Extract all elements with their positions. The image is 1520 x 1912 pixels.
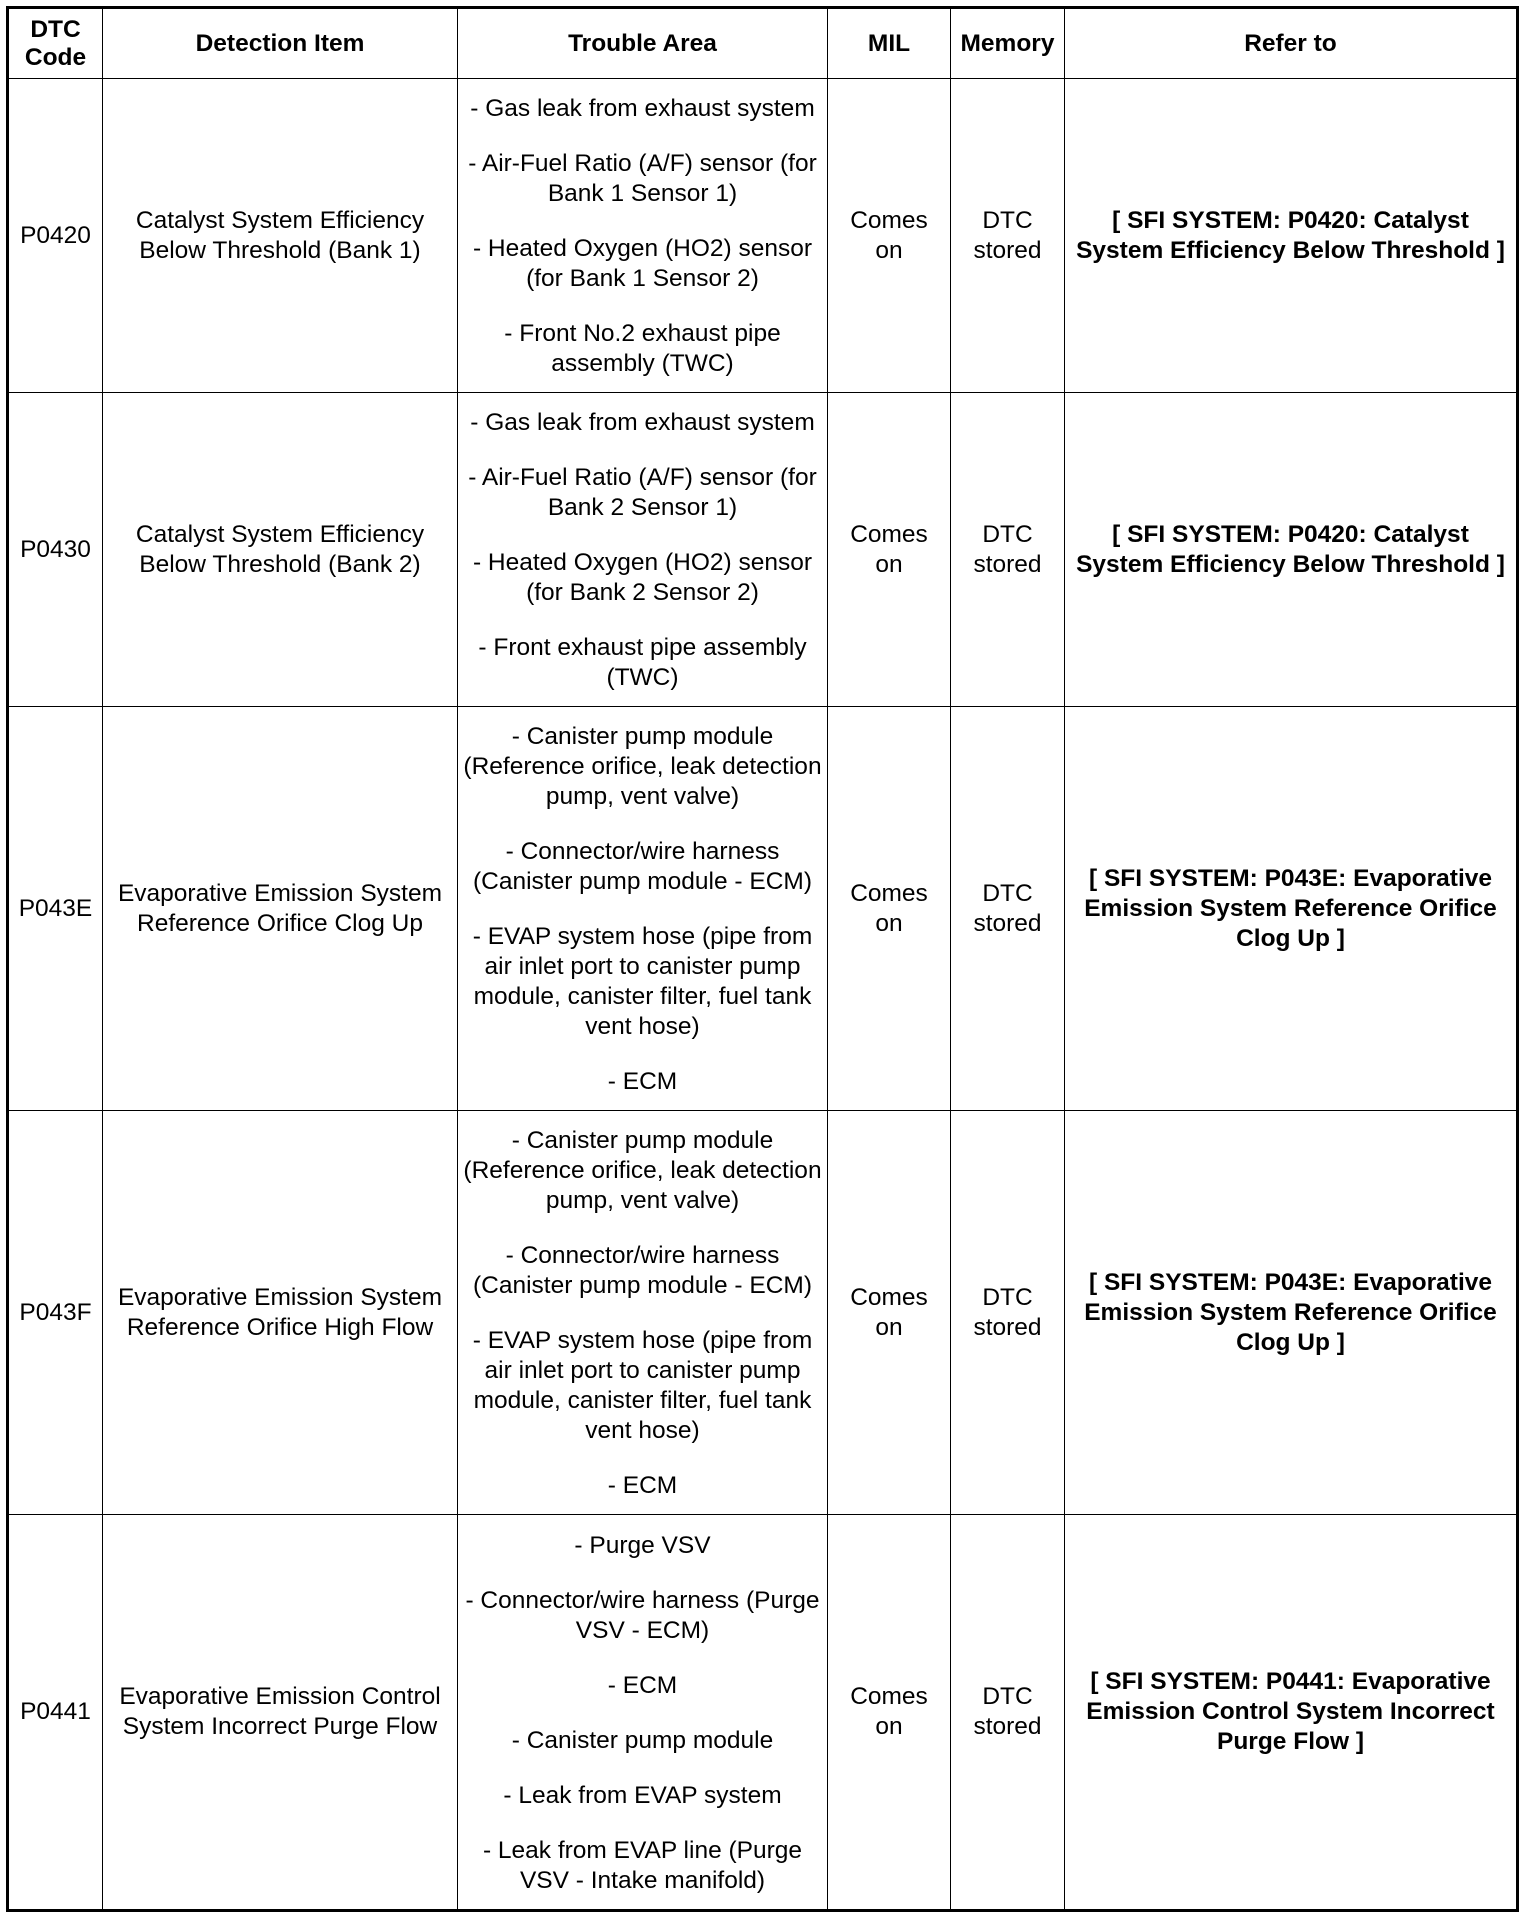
table-row (8, 707, 1518, 1111)
trouble-area (458, 79, 828, 393)
memory-status: DTC stored (951, 1515, 1065, 1911)
trouble-area-item: - Air-Fuel Ratio (A/F) sensor (for Bank 2 Sensor 1) (468, 464, 817, 521)
trouble-area-item: - Canister pump module (511, 1726, 774, 1754)
trouble-area-item: - Front No.2 exhaust pipe assembly (TWC) (504, 320, 781, 377)
trouble-area-item: - ECM (607, 1472, 678, 1499)
header-mil: MIL (828, 8, 951, 79)
trouble-area-item: - Heated Oxygen (HO2) sensor (for Bank 2 Sensor 2) (472, 549, 813, 606)
header-detection-item: Detection Item (103, 8, 458, 79)
trouble-area-item: - Gas leak from exhaust system (470, 95, 815, 122)
trouble-area (458, 1515, 828, 1911)
header-trouble-area: Trouble Area (458, 8, 828, 79)
header-row (8, 8, 1518, 79)
trouble-area-item: - EVAP system hose (pipe from air inlet port to canister pump module, canister filter, fuel tank vent hose) (472, 923, 813, 1040)
trouble-area-item: - ECM (607, 1068, 678, 1095)
header-refer-to: Refer to (1065, 8, 1518, 79)
mil-status: Comes on (828, 393, 951, 707)
refer-to-link[interactable]: [ SFI SYSTEM: P043E: Evaporative Emission System Reference Orifice Clog Up ] (1065, 1111, 1518, 1515)
detection-item: Evaporative Emission System Reference Orifice High Flow (103, 1111, 458, 1515)
dtc-code: P0420 (8, 79, 103, 393)
detection-item: Catalyst System Efficiency Below Threshold (Bank 1) (103, 79, 458, 393)
refer-to-link[interactable]: [ SFI SYSTEM: P0420: Catalyst System Efficiency Below Threshold ] (1065, 393, 1518, 707)
mil-status: Comes on (828, 1111, 951, 1515)
trouble-area-item: - Air-Fuel Ratio (A/F) sensor (for Bank 1 Sensor 1) (468, 150, 817, 207)
memory-status: DTC stored (951, 393, 1065, 707)
mil-status: Comes on (828, 1515, 951, 1911)
dtc-code: P043F (8, 1111, 103, 1515)
dtc-code: P0430 (8, 393, 103, 707)
refer-to-link[interactable]: [ SFI SYSTEM: P0420: Catalyst System Efficiency Below Threshold ] (1065, 79, 1518, 393)
trouble-area-item: - ECM (607, 1671, 678, 1699)
trouble-area-item: - Leak from EVAP system (503, 1781, 782, 1809)
memory-status: DTC stored (951, 79, 1065, 393)
trouble-area-item: - Canister pump module (Reference orifice, leak detection pump, vent valve) (463, 1127, 822, 1214)
trouble-area-item: - Heated Oxygen (HO2) sensor (for Bank 1 Sensor 2) (472, 235, 813, 292)
trouble-area-item: - Canister pump module (Reference orifice, leak detection pump, vent valve) (463, 723, 822, 810)
dtc-table (6, 6, 1519, 1912)
memory-status: DTC stored (951, 1111, 1065, 1515)
trouble-area-item: - Connector/wire harness (Canister pump module - ECM) (472, 838, 813, 895)
memory-status: DTC stored (951, 707, 1065, 1111)
detection-item: Evaporative Emission System Reference Orifice Clog Up (103, 707, 458, 1111)
trouble-area-item: - EVAP system hose (pipe from air inlet port to canister pump module, canister filter, fuel tank vent hose) (472, 1327, 813, 1444)
header-dtc-code: DTC Code (8, 8, 103, 79)
trouble-area (458, 393, 828, 707)
trouble-area (458, 707, 828, 1111)
trouble-area-item: - Connector/wire harness (Canister pump module - ECM) (472, 1242, 813, 1299)
refer-to-link[interactable]: [ SFI SYSTEM: P0441: Evaporative Emission Control System Incorrect Purge Flow ] (1065, 1515, 1518, 1911)
dtc-code: P043E (8, 707, 103, 1111)
trouble-area-item: - Gas leak from exhaust system (470, 409, 815, 436)
trouble-area-item: - Leak from EVAP line (Purge VSV - Intake manifold) (482, 1836, 803, 1894)
table-row (8, 1515, 1518, 1911)
trouble-area-item: - Purge VSV (574, 1531, 711, 1559)
detection-item: Evaporative Emission Control System Incorrect Purge Flow (103, 1515, 458, 1911)
header-memory: Memory (951, 8, 1065, 79)
trouble-area-item: - Front exhaust pipe assembly (TWC) (478, 634, 807, 691)
table-row (8, 393, 1518, 707)
mil-status: Comes on (828, 79, 951, 393)
mil-status: Comes on (828, 707, 951, 1111)
detection-item: Catalyst System Efficiency Below Threshold (Bank 2) (103, 393, 458, 707)
dtc-code: P0441 (8, 1515, 103, 1911)
refer-to-link[interactable]: [ SFI SYSTEM: P043E: Evaporative Emission System Reference Orifice Clog Up ] (1065, 707, 1518, 1111)
trouble-area-item: - Connector/wire harness (Purge VSV - ECM) (465, 1586, 820, 1644)
table-row (8, 1111, 1518, 1515)
trouble-area (458, 1111, 828, 1515)
table-row (8, 79, 1518, 393)
